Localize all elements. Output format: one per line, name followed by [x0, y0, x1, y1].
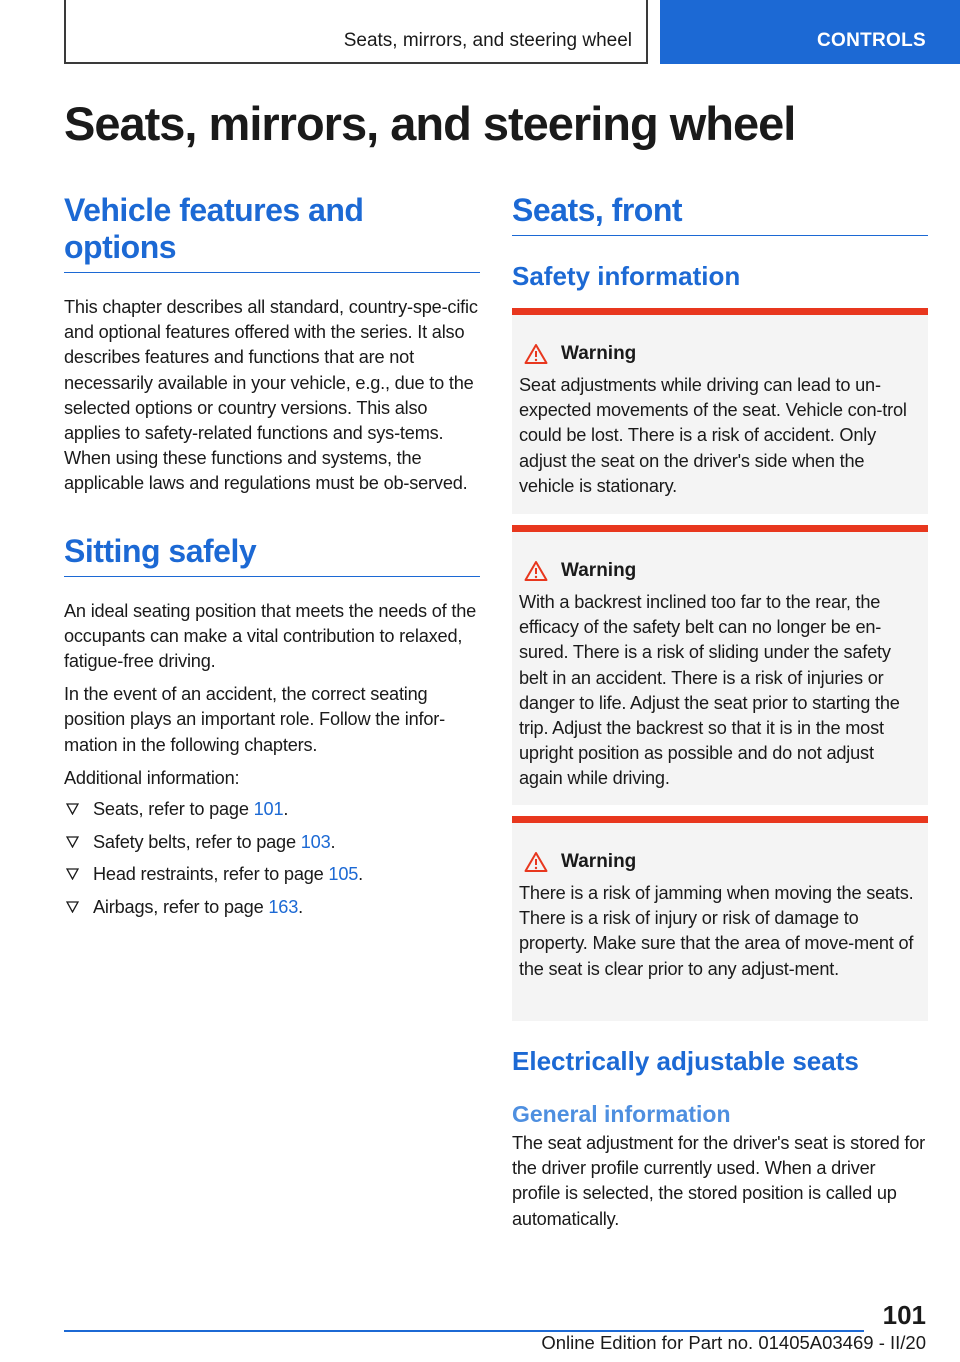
warning-box [512, 308, 928, 514]
warning-text: With a backrest inclined too far to the rear, the efficacy of the safety belt can no longer be en-sured. There is a risk of sliding under the safety belt in an accident. There is a risk of injuries or danger to life. Adjust the seat prior to starting the trip. Adjust the backrest so that it is in the most upright position as possible and do not adjust again while driving. [519, 592, 900, 789]
warning-triangle-icon [524, 560, 548, 582]
triangle-bullet-icon [66, 868, 79, 880]
warning-text: There is a risk of jamming when moving the seats. There is a risk of injury or risk of damage to property. Make sure that the area of move-ment of the seat is clear prior to any adjust-ment. [519, 883, 914, 979]
general-information-text: The seat adjustment for the driver's seat is stored for the driver profile currently used. When a driver profile is selected, the stored position is called up automatically. [512, 1133, 925, 1229]
list-item-text: Seats, refer to page [93, 799, 254, 820]
page-link[interactable]: 101 [253, 799, 284, 820]
page-title: Seats, mirrors, and steering wheel [64, 97, 796, 150]
warning-header [519, 339, 920, 369]
warning-title: Warning [561, 851, 637, 872]
footer-edition: Online Edition for Part no. 01405A03469 - II/20 [541, 1332, 926, 1353]
heading-vehicle-features: Vehicle features and options [64, 192, 480, 273]
heading-general-information: General information [512, 1101, 731, 1127]
page-link[interactable]: 103 [300, 831, 331, 852]
left-column [64, 192, 480, 927]
additional-info-list [64, 797, 480, 920]
page-link[interactable]: 163 [268, 896, 299, 917]
warning-text: Seat adjustments while driving can lead to un-expected movements of the seat. Vehicle con-trol could be lost. There is a risk of accident. Only adjust the seat on the driver's side when the vehicle is stationary. [519, 375, 907, 496]
heading-seats-front: Seats, front [512, 192, 928, 236]
vehicle-features-paragraph: This chapter describes all standard, country-spe-cific and optional features offered with the series. It also describes features and functions that are not necessarily available in your vehicle, e.g., due to the selected options or country versions. This also applies to safety-related functions and sys-tems. When using these functions and systems, the applicable laws and regulations must be ob-served. [64, 297, 478, 494]
additional-info-label: Additional information: [64, 767, 240, 788]
list-item-text: Head restraints, refer to page [93, 864, 329, 885]
list-item-text: Airbags, refer to page [93, 896, 269, 917]
triangle-bullet-icon [66, 836, 79, 848]
warning-box [512, 816, 928, 1021]
heading-safety-information: Safety information [512, 261, 741, 291]
warning-box [512, 525, 928, 805]
warning-header [519, 556, 920, 586]
list-item [64, 895, 480, 920]
list-item-end: . [283, 799, 289, 820]
heading-electrically-adjustable-seats: Electrically adjustable seats [512, 1046, 859, 1076]
sitting-safely-paragraph-2: In the event of an accident, the correct seating position plays an important role. Follow the infor-mation in the following chapters. [64, 684, 446, 755]
right-column [512, 192, 928, 1232]
triangle-bullet-icon [66, 901, 79, 913]
triangle-bullet-icon [66, 803, 79, 815]
warning-triangle-icon [524, 343, 548, 365]
chapter-tab-label: CONTROLS [816, 30, 926, 51]
warning-title: Warning [561, 560, 637, 581]
list-item-text: Safety belts, refer to page [93, 831, 301, 852]
page-number: 101 [882, 1300, 926, 1330]
list-item [64, 797, 480, 822]
list-item [64, 862, 480, 887]
chapter-tab[interactable] [660, 0, 960, 64]
sitting-safely-paragraph-1: An ideal seating position that meets the needs of the occupants can make a vital contribution to relaxed, fatigue-free driving. [64, 600, 477, 672]
page-link[interactable]: 105 [328, 864, 359, 885]
list-item-end: . [298, 896, 303, 917]
running-header-section-title: Seats, mirrors, and steering wheel [343, 30, 632, 51]
list-item-end: . [330, 831, 336, 852]
warning-title: Warning [561, 343, 637, 364]
heading-sitting-safely: Sitting safely [64, 533, 480, 577]
warning-header [519, 847, 920, 877]
list-item-end: . [358, 864, 364, 885]
list-item [64, 830, 480, 855]
warning-triangle-icon [524, 851, 548, 873]
running-header [64, 0, 648, 64]
